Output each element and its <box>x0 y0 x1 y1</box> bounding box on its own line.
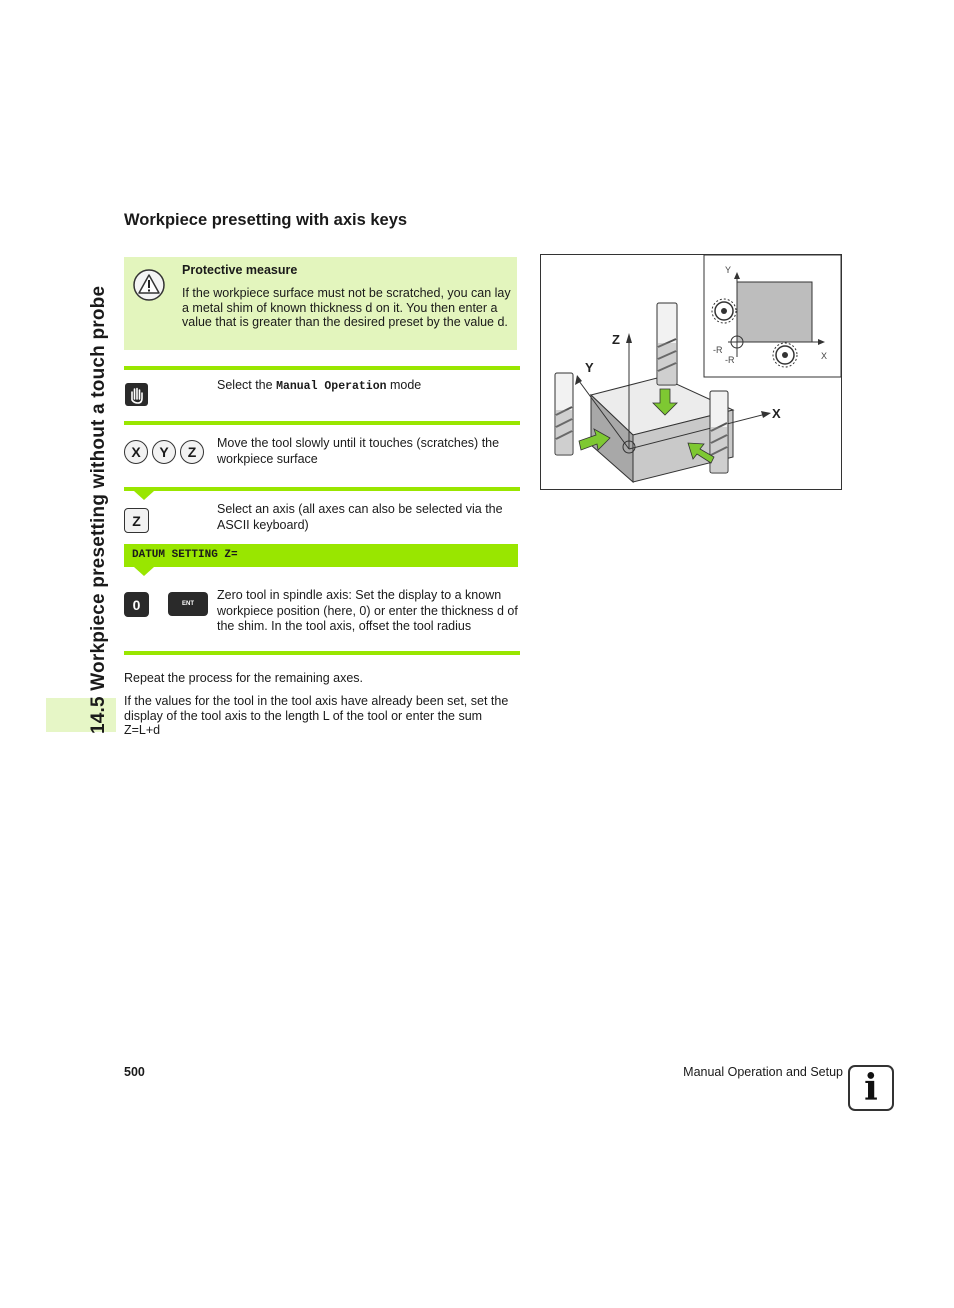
flow-arrow <box>134 491 154 500</box>
presetting-illustration <box>541 255 841 489</box>
ent-key[interactable]: ENT <box>168 592 208 616</box>
datum-setting-label: DATUM SETTING Z= <box>132 549 238 561</box>
footer-title: Manual Operation and Setup <box>683 1065 843 1079</box>
z-axis-label: Z <box>612 332 620 347</box>
step-3-text: Select an axis (all axes can also be selected via the ASCII keyboard) <box>217 502 503 532</box>
step-2-text: Move the tool slowly until it touches (scratches) the workpiece surface <box>217 436 500 466</box>
y-axis-key[interactable]: Y <box>152 440 176 464</box>
step-divider <box>124 487 520 491</box>
tool-right-icon <box>710 391 728 473</box>
code-manual-operation: Manual Operation <box>276 380 387 393</box>
warning-title: Protective measure <box>182 263 298 277</box>
z-axis-key[interactable]: Z <box>180 440 204 464</box>
x-axis-label: X <box>772 406 781 421</box>
inset-x-label: X <box>821 351 828 361</box>
inset-y-label: Y <box>725 265 732 275</box>
inset-r2-label: -R <box>725 355 735 365</box>
section-heading: Workpiece presetting with axis keys <box>124 211 408 229</box>
paragraph-repeat: Repeat the process for the remaining axes. <box>124 671 364 685</box>
zero-key[interactable]: 0 <box>124 592 149 617</box>
page-number: 500 <box>124 1065 145 1079</box>
y-axis-label: Y <box>585 360 594 375</box>
x-axis-key[interactable]: X <box>124 440 148 464</box>
step-divider <box>124 651 520 655</box>
flow-arrow <box>134 567 154 576</box>
z-select-key[interactable]: Z <box>124 508 149 533</box>
tool-left-icon <box>555 373 573 455</box>
tool-top-icon <box>657 303 677 385</box>
side-title: 14.5 Workpiece presetting without a touch probe <box>88 285 109 734</box>
manual-operation-key[interactable] <box>124 382 149 407</box>
paragraph-tool-axis: If the values for the tool in the tool axis have already been set, set the display of the tool axis to the length L of the tool or enter the sum Z=L+d <box>124 694 509 737</box>
warning-icon <box>132 268 166 302</box>
presetting-figure <box>540 254 842 490</box>
info-icon: i <box>848 1065 894 1111</box>
step-divider <box>124 421 520 425</box>
step-1-text: Select the Manual Operation mode <box>217 378 422 393</box>
inset-workpiece <box>737 282 812 342</box>
inset-r1-label: -R <box>713 345 723 355</box>
step-divider <box>124 366 520 370</box>
step-4-text: Zero tool in spindle axis: Set the display to a known workpiece position (here, 0) or enter the thickness d of the shim. In the tool axis, offset the tool radius <box>217 588 518 633</box>
warning-text: If the workpiece surface must not be scratched, you can lay a metal shim of known thickness d on it. You then enter a value that is greater than the desired preset by the value d. <box>182 286 511 329</box>
